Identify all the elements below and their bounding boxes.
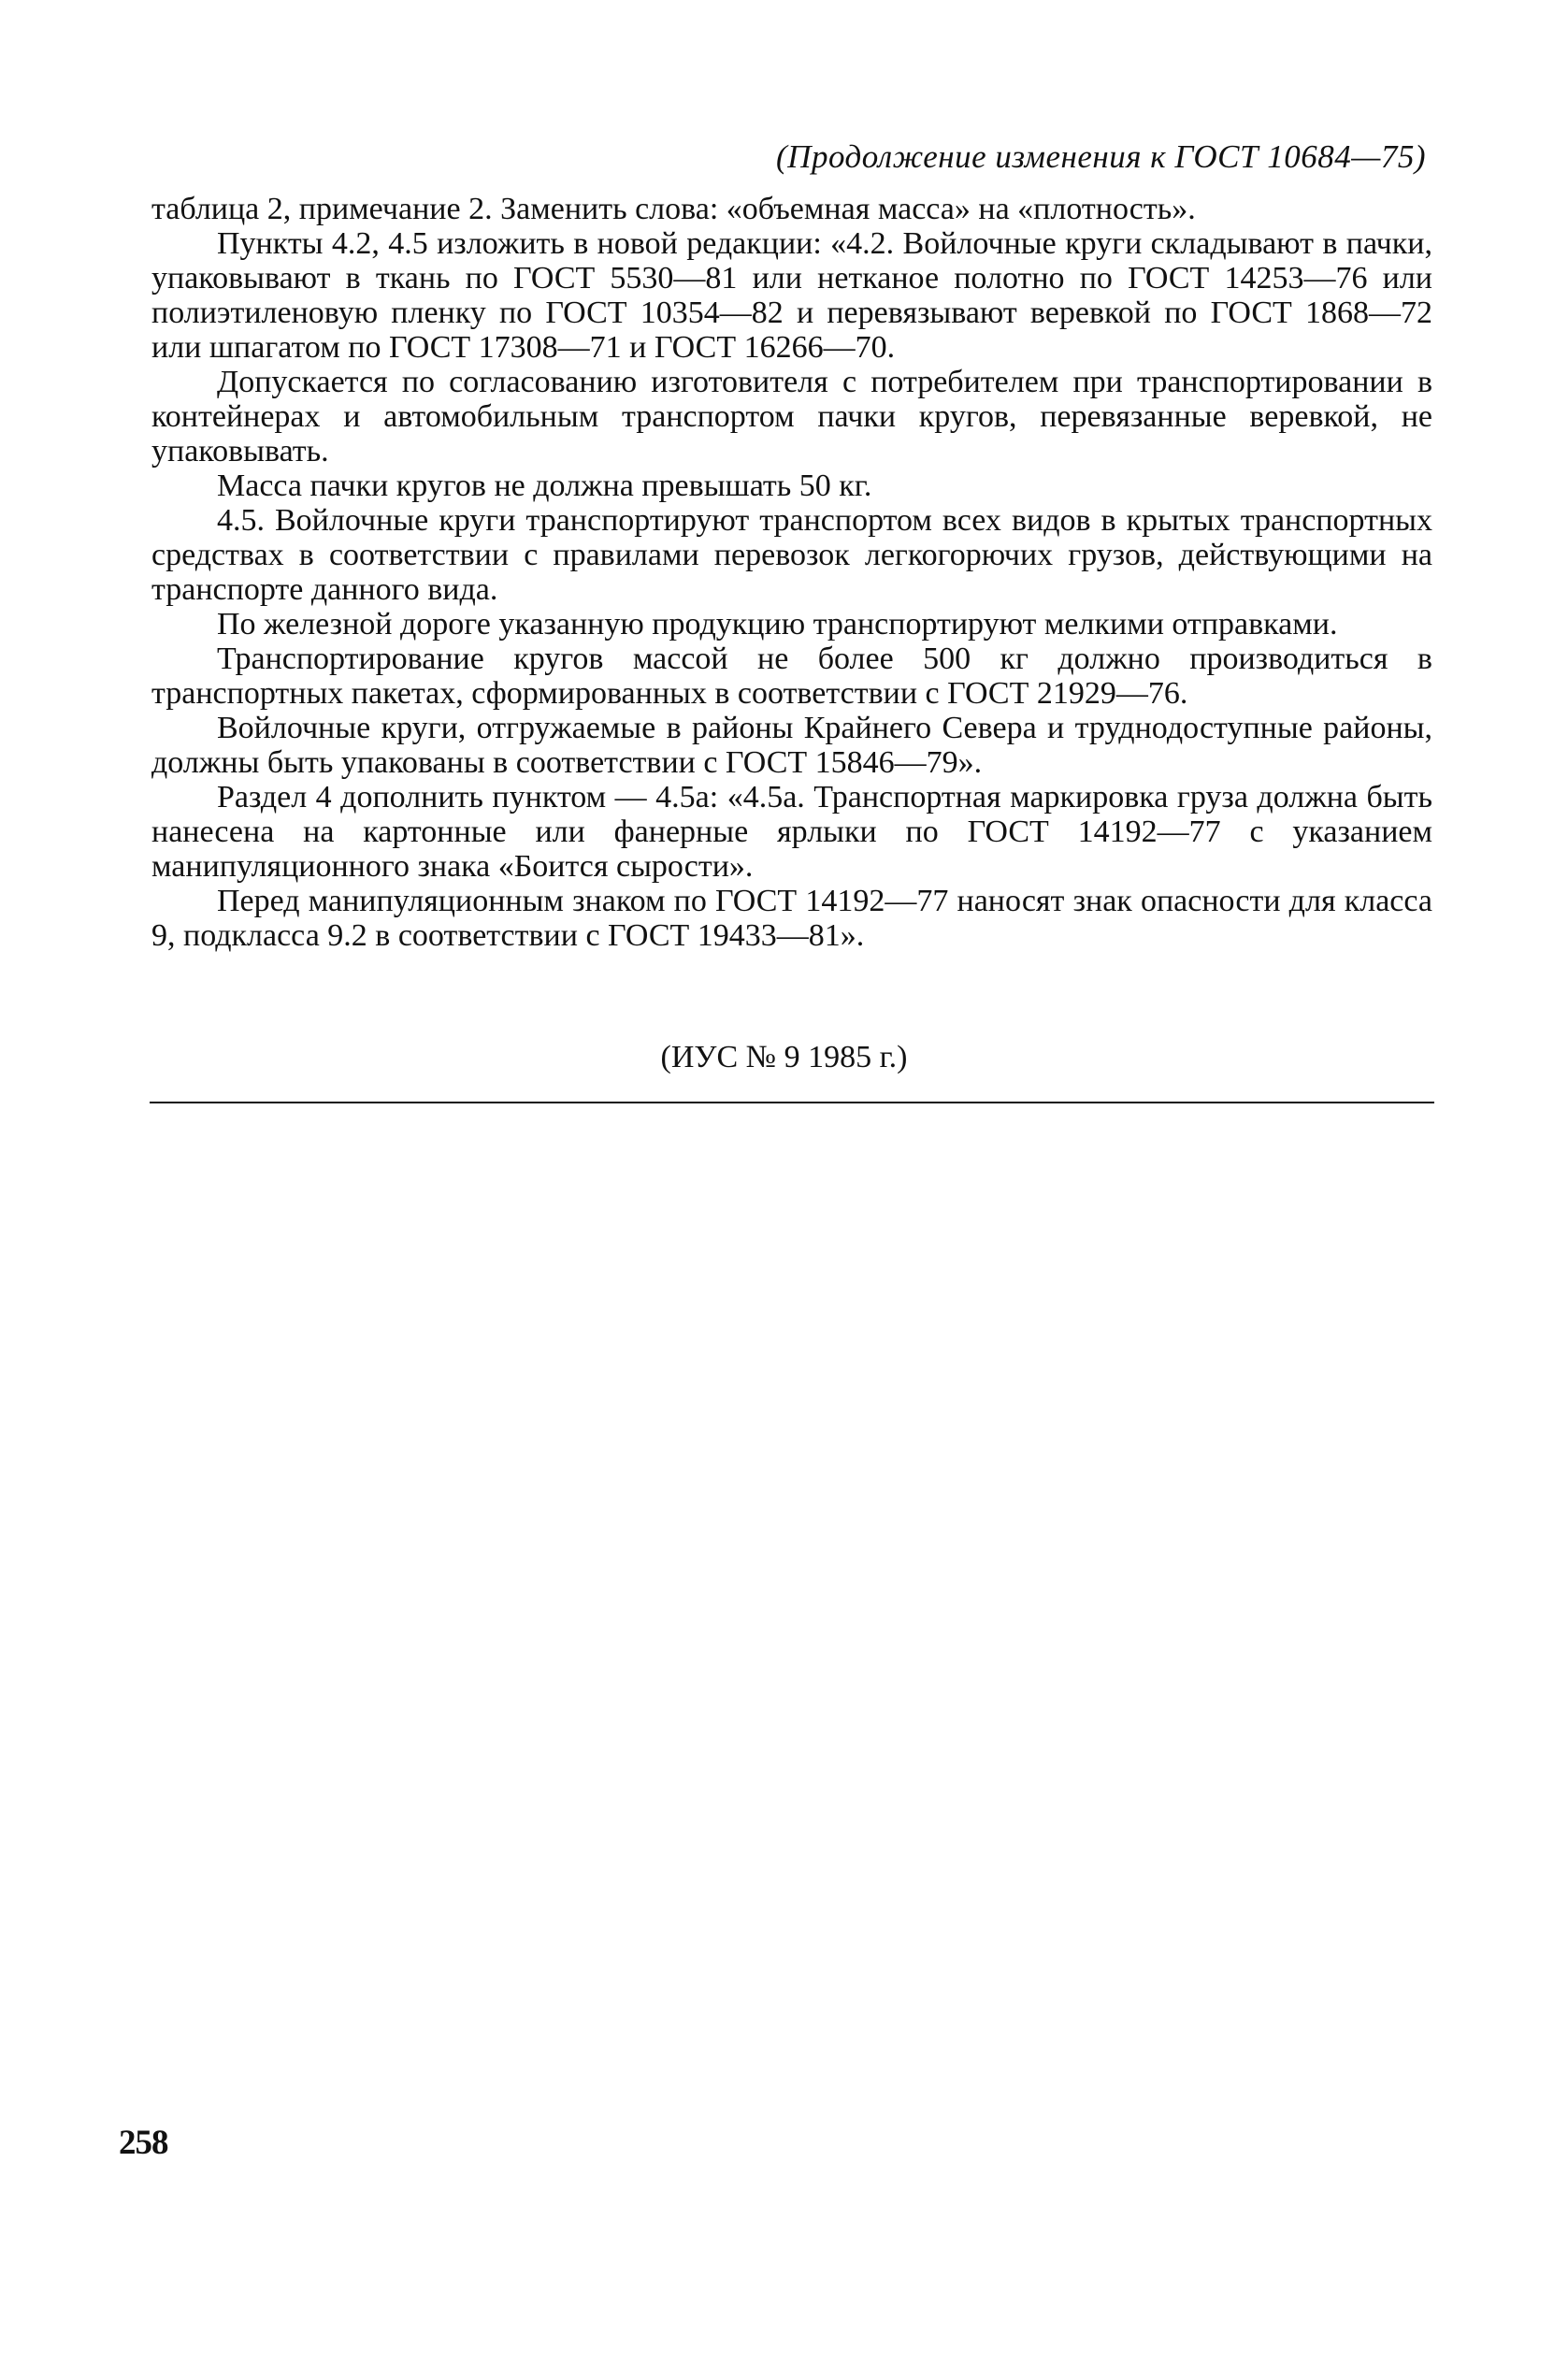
paragraph-clause-4-5a: Раздел 4 дополнить пунктом — 4.5а: «4.5а. Транспортная маркировка груза должна быть нанесена на картонные или фанерные ярлыки по ГОСТ 14192—77 с указанием манипуляционного знака «Боится сырости». bbox=[151, 780, 1432, 884]
paragraph-container-transport: Допускается по согласованию изготовителя с потребителем при транспортировании в контейнерах и автомобильным транспортом пачки кругов, перевязанные веревкой, не упаковывать. bbox=[151, 365, 1432, 468]
paragraph-railway: По железной дороге указанную продукцию транспортируют мелкими отправками. bbox=[217, 607, 1338, 641]
paragraph-clause-4-2: Пункты 4.2, 4.5 изложить в новой редакции: «4.2. Войлочные круги складывают в пачки, упаковывают в ткань по ГОСТ 5530—81 или нетканое полотно по ГОСТ 14253—76 или полиэтиленовую пленку по ГОСТ 10354—82 и перевязывают веревкой по ГОСТ 1868—72 или шпагатом по ГОСТ 17308—71 и ГОСТ 16266—70. bbox=[151, 226, 1432, 365]
section-divider bbox=[150, 1102, 1434, 1103]
paragraph-table-note: таблица 2, примечание 2. Заменить слова: «объемная масса» на «плотность». bbox=[151, 192, 1196, 226]
paragraph-clause-4-5: 4.5. Войлочные круги транспортируют транспортом всех видов в крытых транспортных средствах в соответствии с правилами перевозок легкогорючих грузов, действующими на транспорте данного вида. bbox=[151, 503, 1432, 607]
amendment-body bbox=[151, 192, 1432, 953]
source-note: (ИУС № 9 1985 г.) bbox=[660, 1040, 908, 1074]
page-number: 258 bbox=[119, 2124, 168, 2162]
continuation-header: (Продолжение изменения к ГОСТ 10684—75) bbox=[776, 138, 1426, 175]
paragraph-far-north: Войлочные круги, отгружаемые в районы Крайнего Севера и труднодоступные районы, должны быть упакованы в соответствии с ГОСТ 15846—79». bbox=[151, 711, 1432, 780]
paragraph-pack-mass: Масса пачки кругов не должна превышать 50 кг. bbox=[217, 468, 872, 503]
paragraph-transport-packages: Транспортирование кругов массой не более 500 кг должно производиться в транспортных пакетах, сформированных в соответствии с ГОСТ 21929—76. bbox=[151, 641, 1432, 711]
paragraph-hazard-sign: Перед манипуляционным знаком по ГОСТ 14192—77 наносят знак опасности для класса 9, подкласса 9.2 в соответствии с ГОСТ 19433—81». bbox=[151, 884, 1432, 953]
